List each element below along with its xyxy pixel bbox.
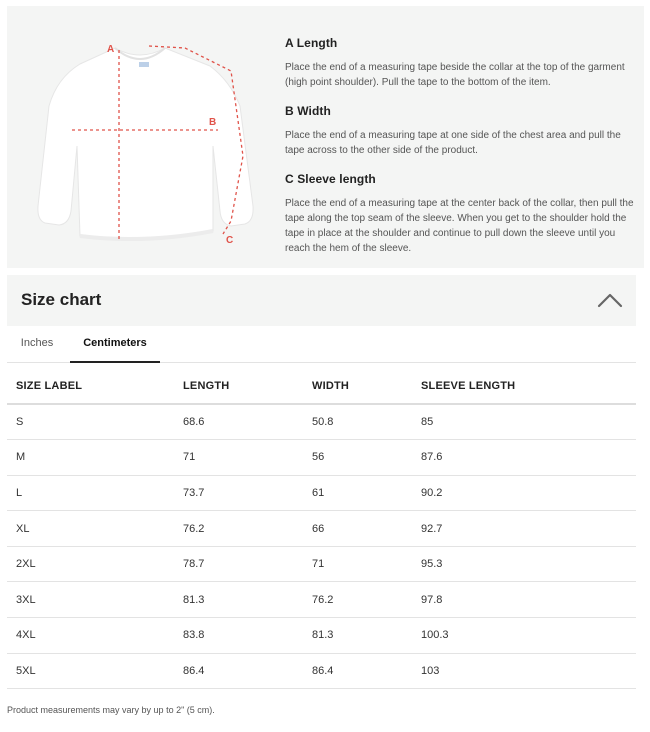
cell-length: 83.8	[183, 618, 312, 654]
measurement-instructions	[285, 36, 635, 270]
sleeve-text: Place the end of a measuring tape at the center back of the collar, then pull the tape along the top seam of the sleeve. When you get to the shoulder hold the tape in place at the shoulder and continue to pull down the sleeve until you reach the hem of the sleeve.	[285, 198, 634, 254]
cell-size: 5XL	[7, 653, 183, 689]
table-row	[7, 440, 636, 476]
table-row	[7, 546, 636, 582]
brand-tag	[139, 62, 149, 67]
cell-length: 86.4	[183, 653, 312, 689]
length-text: Place the end of a measuring tape beside the collar at the top of the garment (high point shoulder). Pull the tape to the bottom of the item.	[285, 62, 625, 88]
chevron-up-icon	[596, 289, 624, 311]
length-title: A Length	[285, 36, 338, 50]
size-chart-title: Size chart	[21, 290, 102, 309]
table-row	[7, 475, 636, 511]
cell-length: 81.3	[183, 582, 312, 618]
cell-width: 50.8	[312, 404, 421, 440]
cell-size: 2XL	[7, 546, 183, 582]
cell-size: 4XL	[7, 618, 183, 654]
cell-length: 71	[183, 440, 312, 476]
cell-size: XL	[7, 511, 183, 547]
header-size-label: SIZE LABEL	[7, 368, 183, 404]
collapse-button[interactable]	[596, 289, 624, 311]
cell-width: 56	[312, 440, 421, 476]
sweatshirt-illustration	[35, 36, 255, 251]
cell-sleeve: 97.8	[421, 582, 636, 618]
table-row	[7, 653, 636, 689]
cell-length: 78.7	[183, 546, 312, 582]
table-row	[7, 511, 636, 547]
table-row	[7, 582, 636, 618]
marker-c: C	[226, 235, 234, 246]
table-row	[7, 618, 636, 654]
cell-length: 68.6	[183, 404, 312, 440]
table-row	[7, 404, 636, 440]
cell-width: 81.3	[312, 618, 421, 654]
cell-size: M	[7, 440, 183, 476]
cell-width: 61	[312, 475, 421, 511]
cell-sleeve: 100.3	[421, 618, 636, 654]
cell-sleeve: 87.6	[421, 440, 636, 476]
cell-size: S	[7, 404, 183, 440]
cell-sleeve: 90.2	[421, 475, 636, 511]
cell-sleeve: 92.7	[421, 511, 636, 547]
sleeve-title: C Sleeve length	[285, 172, 376, 186]
cell-sleeve: 85	[421, 404, 636, 440]
cell-width: 76.2	[312, 582, 421, 618]
header-length: LENGTH	[183, 368, 312, 404]
cell-width: 86.4	[312, 653, 421, 689]
cell-sleeve: 95.3	[421, 546, 636, 582]
cell-sleeve: 103	[421, 653, 636, 689]
size-table	[7, 368, 636, 689]
cell-size: 3XL	[7, 582, 183, 618]
size-chart-header[interactable]	[7, 275, 636, 326]
cell-length: 73.7	[183, 475, 312, 511]
header-sleeve-length: SLEEVE LENGTH	[421, 368, 636, 404]
measuring-guide	[7, 6, 644, 268]
tab-centimeters[interactable]: Centimeters	[70, 332, 160, 363]
cell-length: 76.2	[183, 511, 312, 547]
marker-a: A	[107, 44, 115, 55]
cell-width: 66	[312, 511, 421, 547]
width-title: B Width	[285, 104, 331, 118]
sweatshirt-shape	[38, 48, 253, 238]
table-header-row	[7, 368, 636, 404]
cell-width: 71	[312, 546, 421, 582]
header-width: WIDTH	[312, 368, 421, 404]
tab-inches[interactable]: Inches	[20, 337, 54, 349]
cell-size: L	[7, 475, 183, 511]
width-text: Place the end of a measuring tape at one side of the chest area and pull the tape across to the other side of the product.	[285, 130, 621, 156]
marker-b: B	[209, 117, 217, 128]
sweatshirt-diagram	[35, 36, 255, 251]
measurement-note: Product measurements may vary by up to 2" (5 cm).	[7, 705, 215, 715]
unit-tabs	[7, 332, 636, 363]
